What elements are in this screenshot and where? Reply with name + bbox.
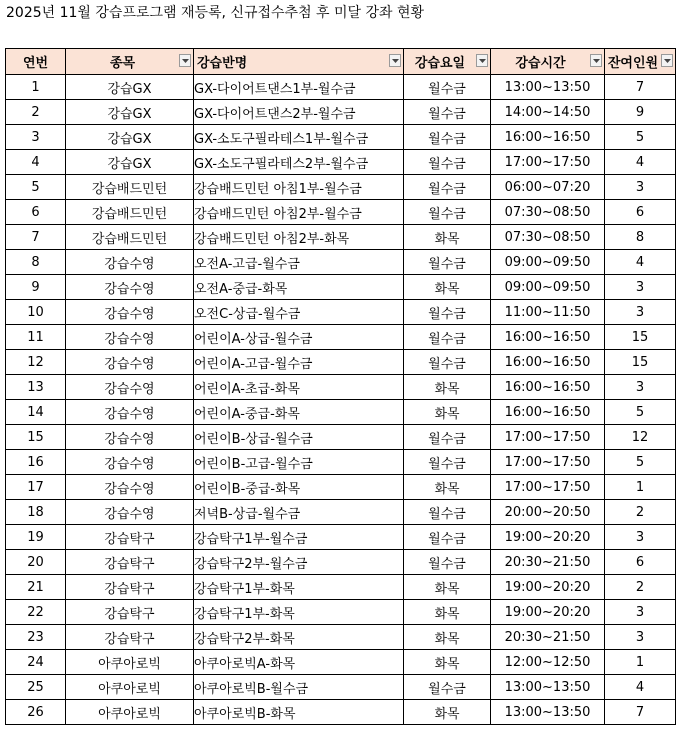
cell-days[interactable]: 월수금 <box>404 150 491 175</box>
table-row <box>6 300 676 325</box>
cell-serial[interactable]: 6 <box>6 200 66 225</box>
table-row <box>6 375 676 400</box>
cell-time[interactable]: 19:00~20:20 <box>491 575 605 600</box>
cell-category[interactable]: 아쿠아로빅 <box>66 650 194 675</box>
cell-serial[interactable]: 5 <box>6 175 66 200</box>
cell-serial[interactable]: 19 <box>6 525 66 550</box>
cell-serial[interactable]: 13 <box>6 375 66 400</box>
cell-days[interactable]: 월수금 <box>404 100 491 125</box>
cell-remaining[interactable]: 3 <box>605 175 676 200</box>
cell-days[interactable]: 화목 <box>404 225 491 250</box>
class-vacancy-table <box>5 48 676 725</box>
cell-category[interactable]: 강습수영 <box>66 325 194 350</box>
cell-serial[interactable]: 9 <box>6 275 66 300</box>
cell-remaining[interactable]: 4 <box>605 150 676 175</box>
filter-dropdown-icon[interactable] <box>476 54 488 67</box>
table-row <box>6 325 676 350</box>
cell-remaining[interactable]: 3 <box>605 275 676 300</box>
table-row <box>6 400 676 425</box>
cell-remaining[interactable]: 2 <box>605 575 676 600</box>
cell-serial[interactable]: 22 <box>6 600 66 625</box>
cell-class-name[interactable]: 강습탁구2부-월수금 <box>194 550 404 575</box>
table-row <box>6 700 676 725</box>
cell-days[interactable]: 월수금 <box>404 450 491 475</box>
cell-remaining[interactable]: 3 <box>605 625 676 650</box>
cell-remaining[interactable]: 1 <box>605 475 676 500</box>
cell-remaining[interactable]: 6 <box>605 550 676 575</box>
cell-class-name[interactable]: 저녁B-상급-월수금 <box>194 500 404 525</box>
cell-days[interactable]: 화목 <box>404 575 491 600</box>
cell-time[interactable]: 16:00~16:50 <box>491 375 605 400</box>
header-serial: 연번 <box>6 49 66 75</box>
cell-class-name[interactable]: 어린이B-상급-월수금 <box>194 425 404 450</box>
cell-remaining[interactable]: 3 <box>605 525 676 550</box>
cell-serial[interactable]: 10 <box>6 300 66 325</box>
cell-category[interactable]: 아쿠아로빅 <box>66 700 194 725</box>
cell-serial[interactable]: 11 <box>6 325 66 350</box>
cell-class-name[interactable]: GX-소도구필라테스1부-월수금 <box>194 125 404 150</box>
cell-class-name[interactable]: 강습배드민턴 아침2부-화목 <box>194 225 404 250</box>
cell-class-name[interactable]: GX-다이어트댄스2부-월수금 <box>194 100 404 125</box>
cell-time[interactable]: 17:00~17:50 <box>491 475 605 500</box>
cell-category[interactable]: 강습탁구 <box>66 525 194 550</box>
cell-time[interactable]: 16:00~16:50 <box>491 125 605 150</box>
cell-remaining[interactable]: 7 <box>605 75 676 100</box>
cell-time[interactable]: 14:00~14:50 <box>491 100 605 125</box>
cell-remaining[interactable]: 5 <box>605 450 676 475</box>
cell-class-name[interactable]: 오전A-중급-화목 <box>194 275 404 300</box>
cell-category[interactable]: 강습수영 <box>66 500 194 525</box>
table-row <box>6 200 676 225</box>
cell-serial[interactable]: 15 <box>6 425 66 450</box>
cell-class-name[interactable]: 어린이B-중급-화목 <box>194 475 404 500</box>
cell-serial[interactable]: 26 <box>6 700 66 725</box>
cell-category[interactable]: 강습수영 <box>66 250 194 275</box>
cell-remaining[interactable]: 9 <box>605 100 676 125</box>
cell-serial[interactable]: 3 <box>6 125 66 150</box>
cell-days[interactable]: 월수금 <box>404 500 491 525</box>
cell-class-name[interactable]: GX-다이어트댄스1부-월수금 <box>194 75 404 100</box>
cell-days[interactable]: 월수금 <box>404 325 491 350</box>
table-row <box>6 250 676 275</box>
table-row <box>6 125 676 150</box>
cell-time[interactable]: 11:00~11:50 <box>491 300 605 325</box>
cell-class-name[interactable]: 어린이A-고급-월수금 <box>194 350 404 375</box>
cell-category[interactable]: 강습GX <box>66 75 194 100</box>
cell-category[interactable]: 강습GX <box>66 150 194 175</box>
cell-time[interactable]: 16:00~16:50 <box>491 325 605 350</box>
cell-time[interactable]: 07:30~08:50 <box>491 225 605 250</box>
cell-time[interactable]: 16:00~16:50 <box>491 350 605 375</box>
cell-time[interactable]: 20:30~21:50 <box>491 625 605 650</box>
cell-time[interactable]: 13:00~13:50 <box>491 75 605 100</box>
cell-time[interactable]: 12:00~12:50 <box>491 650 605 675</box>
cell-serial[interactable]: 20 <box>6 550 66 575</box>
cell-serial[interactable]: 18 <box>6 500 66 525</box>
table-row <box>6 525 676 550</box>
cell-serial[interactable]: 8 <box>6 250 66 275</box>
cell-remaining[interactable]: 8 <box>605 225 676 250</box>
cell-category[interactable]: 강습탁구 <box>66 575 194 600</box>
cell-serial[interactable]: 2 <box>6 100 66 125</box>
table-row <box>6 175 676 200</box>
cell-category[interactable]: 강습탁구 <box>66 625 194 650</box>
cell-days[interactable]: 월수금 <box>404 200 491 225</box>
cell-class-name[interactable]: 어린이A-상급-월수금 <box>194 325 404 350</box>
table-row <box>6 500 676 525</box>
table-row <box>6 575 676 600</box>
cell-time[interactable]: 17:00~17:50 <box>491 450 605 475</box>
cell-class-name[interactable]: 강습탁구1부-화목 <box>194 575 404 600</box>
cell-time[interactable]: 19:00~20:20 <box>491 600 605 625</box>
cell-time[interactable]: 17:00~17:50 <box>491 425 605 450</box>
cell-remaining[interactable]: 3 <box>605 600 676 625</box>
header-class-name[interactable]: 강습반명 <box>194 49 404 75</box>
cell-days[interactable]: 화목 <box>404 275 491 300</box>
cell-category[interactable]: 강습수영 <box>66 450 194 475</box>
cell-class-name[interactable]: 어린이B-고급-월수금 <box>194 450 404 475</box>
cell-days[interactable]: 화목 <box>404 475 491 500</box>
cell-class-name[interactable]: 오전A-고급-월수금 <box>194 250 404 275</box>
filter-dropdown-icon[interactable] <box>661 54 673 67</box>
cell-serial[interactable]: 4 <box>6 150 66 175</box>
cell-days[interactable]: 월수금 <box>404 250 491 275</box>
cell-days[interactable]: 화목 <box>404 625 491 650</box>
cell-serial[interactable]: 14 <box>6 400 66 425</box>
table-row <box>6 550 676 575</box>
cell-time[interactable]: 09:00~09:50 <box>491 250 605 275</box>
cell-time[interactable]: 06:00~07:20 <box>491 175 605 200</box>
cell-time[interactable]: 13:00~13:50 <box>491 675 605 700</box>
cell-time[interactable]: 13:00~13:50 <box>491 700 605 725</box>
cell-category[interactable]: 강습GX <box>66 100 194 125</box>
cell-remaining[interactable]: 7 <box>605 700 676 725</box>
cell-category[interactable]: 강습수영 <box>66 300 194 325</box>
cell-category[interactable]: 강습수영 <box>66 350 194 375</box>
cell-days[interactable]: 화목 <box>404 650 491 675</box>
cell-remaining[interactable]: 6 <box>605 200 676 225</box>
cell-time[interactable]: 16:00~16:50 <box>491 400 605 425</box>
cell-class-name[interactable]: 강습탁구1부-월수금 <box>194 525 404 550</box>
cell-time[interactable]: 20:30~21:50 <box>491 550 605 575</box>
cell-class-name[interactable]: GX-소도구필라테스2부-월수금 <box>194 150 404 175</box>
cell-days[interactable]: 화목 <box>404 600 491 625</box>
cell-category[interactable]: 강습탁구 <box>66 550 194 575</box>
cell-serial[interactable]: 24 <box>6 650 66 675</box>
cell-category[interactable]: 강습배드민턴 <box>66 225 194 250</box>
cell-remaining[interactable]: 5 <box>605 400 676 425</box>
cell-days[interactable]: 월수금 <box>404 525 491 550</box>
filter-dropdown-icon[interactable] <box>179 54 191 67</box>
table-row <box>6 450 676 475</box>
cell-class-name[interactable]: 강습탁구1부-화목 <box>194 600 404 625</box>
header-days[interactable]: 강습요일 <box>404 49 491 75</box>
cell-category[interactable]: 강습수영 <box>66 425 194 450</box>
table-row <box>6 675 676 700</box>
cell-class-name[interactable]: 아쿠아로빅B-월수금 <box>194 675 404 700</box>
cell-class-name[interactable]: 어린이A-초급-화목 <box>194 375 404 400</box>
cell-time[interactable]: 20:00~20:50 <box>491 500 605 525</box>
cell-class-name[interactable]: 아쿠아로빅B-화목 <box>194 700 404 725</box>
table-row <box>6 275 676 300</box>
table-row <box>6 225 676 250</box>
header-row <box>6 49 676 75</box>
cell-days[interactable]: 월수금 <box>404 675 491 700</box>
table-row <box>6 600 676 625</box>
cell-days[interactable]: 월수금 <box>404 425 491 450</box>
cell-serial[interactable]: 23 <box>6 625 66 650</box>
table-row <box>6 475 676 500</box>
cell-time[interactable]: 17:00~17:50 <box>491 150 605 175</box>
cell-class-name[interactable]: 아쿠아로빅A-화목 <box>194 650 404 675</box>
cell-serial[interactable]: 25 <box>6 675 66 700</box>
cell-remaining[interactable]: 3 <box>605 300 676 325</box>
cell-category[interactable]: 강습수영 <box>66 400 194 425</box>
table-row <box>6 650 676 675</box>
cell-days[interactable]: 화목 <box>404 375 491 400</box>
header-time[interactable]: 강습시간 <box>491 49 605 75</box>
cell-class-name[interactable]: 강습탁구2부-화목 <box>194 625 404 650</box>
cell-serial[interactable]: 7 <box>6 225 66 250</box>
cell-remaining[interactable]: 2 <box>605 500 676 525</box>
cell-remaining[interactable]: 1 <box>605 650 676 675</box>
header-remaining[interactable]: 잔여인원 <box>605 49 676 75</box>
cell-time[interactable]: 07:30~08:50 <box>491 200 605 225</box>
cell-days[interactable]: 월수금 <box>404 300 491 325</box>
cell-category[interactable]: 강습수영 <box>66 475 194 500</box>
table-row <box>6 100 676 125</box>
cell-days[interactable]: 월수금 <box>404 175 491 200</box>
cell-days[interactable]: 월수금 <box>404 125 491 150</box>
cell-days[interactable]: 화목 <box>404 400 491 425</box>
table-row <box>6 425 676 450</box>
filter-dropdown-icon[interactable] <box>389 54 401 67</box>
cell-serial[interactable]: 16 <box>6 450 66 475</box>
cell-category[interactable]: 강습배드민턴 <box>66 175 194 200</box>
table-row <box>6 75 676 100</box>
cell-time[interactable]: 09:00~09:50 <box>491 275 605 300</box>
table-row <box>6 150 676 175</box>
header-category[interactable]: 종목 <box>66 49 194 75</box>
cell-category[interactable]: 강습GX <box>66 125 194 150</box>
cell-days[interactable]: 화목 <box>404 700 491 725</box>
cell-category[interactable]: 강습탁구 <box>66 600 194 625</box>
cell-class-name[interactable]: 오전C-상급-월수금 <box>194 300 404 325</box>
cell-time[interactable]: 19:00~20:20 <box>491 525 605 550</box>
cell-remaining[interactable]: 15 <box>605 350 676 375</box>
cell-serial[interactable]: 12 <box>6 350 66 375</box>
cell-remaining[interactable]: 12 <box>605 425 676 450</box>
filter-dropdown-icon[interactable] <box>590 54 602 67</box>
cell-class-name[interactable]: 어린이A-중급-화목 <box>194 400 404 425</box>
cell-remaining[interactable]: 4 <box>605 675 676 700</box>
cell-days[interactable]: 월수금 <box>404 550 491 575</box>
cell-serial[interactable]: 1 <box>6 75 66 100</box>
cell-serial[interactable]: 21 <box>6 575 66 600</box>
cell-remaining[interactable]: 3 <box>605 375 676 400</box>
cell-remaining[interactable]: 15 <box>605 325 676 350</box>
cell-days[interactable]: 월수금 <box>404 350 491 375</box>
cell-remaining[interactable]: 5 <box>605 125 676 150</box>
table-row <box>6 625 676 650</box>
cell-class-name[interactable]: 강습배드민턴 아침2부-월수금 <box>194 200 404 225</box>
cell-category[interactable]: 아쿠아로빅 <box>66 675 194 700</box>
cell-category[interactable]: 강습수영 <box>66 275 194 300</box>
cell-serial[interactable]: 17 <box>6 475 66 500</box>
cell-category[interactable]: 강습수영 <box>66 375 194 400</box>
cell-class-name[interactable]: 강습배드민턴 아침1부-월수금 <box>194 175 404 200</box>
cell-category[interactable]: 강습배드민턴 <box>66 200 194 225</box>
cell-remaining[interactable]: 4 <box>605 250 676 275</box>
table-row <box>6 350 676 375</box>
cell-days[interactable]: 월수금 <box>404 75 491 100</box>
sheet-title: 2025년 11월 강습프로그램 재등록, 신규접수추첨 후 미달 강좌 현황 <box>6 5 425 21</box>
